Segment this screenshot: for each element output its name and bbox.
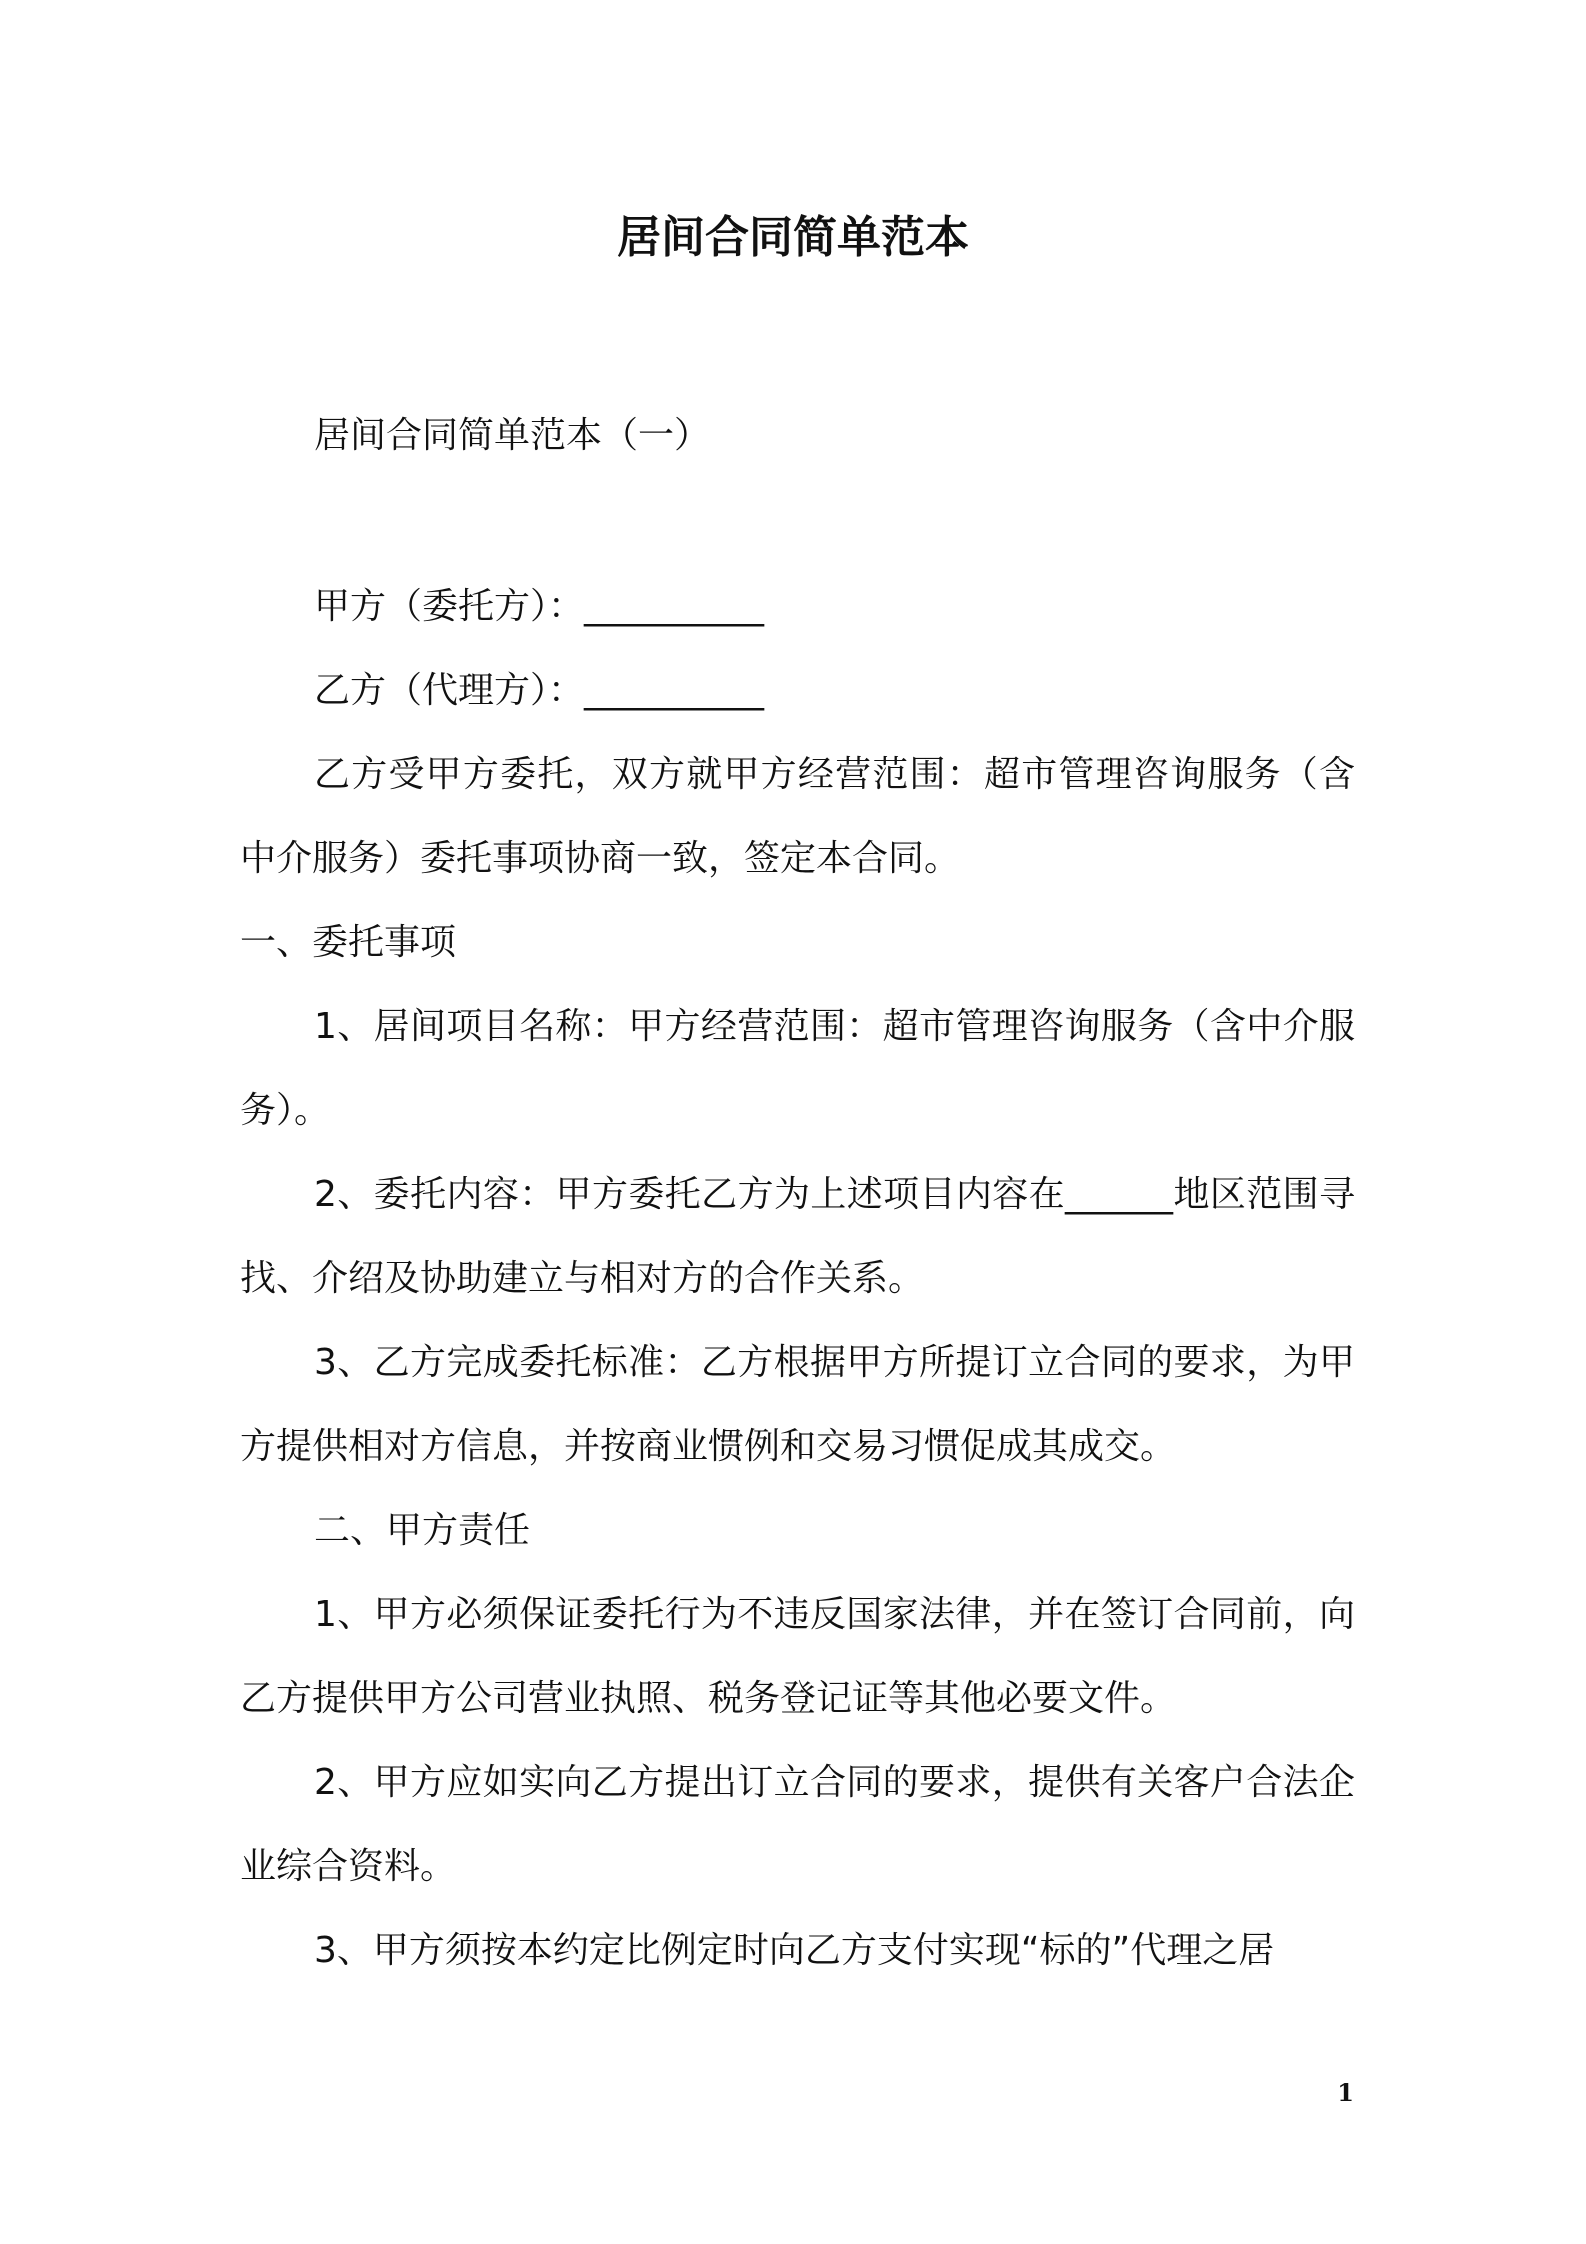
party-b-line: 乙方（代理方）：__________ (314, 670, 765, 711)
section-heading-1: 一、委托事项 (240, 922, 457, 963)
document-title: 居间合同简单范本 (617, 212, 969, 263)
section-heading-2: 二、甲方责任 (314, 1510, 531, 1551)
clause-1-3: 3、乙方完成委托标准：乙方根据甲方所提订立合同的要求，为甲方提供相对方信息，并按商业惯例和交易习惯促成其成交。 (240, 1342, 1355, 1467)
clause-2-3: 3、甲方须按本约定比例定时向乙方支付实现“标的”代理之居 (314, 1930, 1275, 1971)
subtitle-paragraph: 居间合同简单范本（一） (314, 415, 711, 456)
clause-1-1: 1、居间项目名称：甲方经营范围：超市管理咨询服务（含中介服务）。 (240, 1006, 1355, 1131)
clause-2-2: 2、甲方应如实向乙方提出订立合同的要求，提供有关客户合法企业综合资料。 (240, 1762, 1355, 1887)
intro-paragraph: 乙方受甲方委托，双方就甲方经营范围：超市管理咨询服务（含中介服务）委托事项协商一致，签定本合同。 (240, 754, 1355, 879)
clause-1-2: 2、委托内容：甲方委托乙方为上述项目内容在______地区范围寻找、介绍及协助建立与相对方的合作关系。 (240, 1174, 1355, 1299)
clause-2-1: 1、甲方必须保证委托行为不违反国家法律，并在签订合同前，向乙方提供甲方公司营业执照、税务登记证等其他必要文件。 (240, 1594, 1355, 1719)
page-number: 1 (1337, 2078, 1354, 2107)
party-a-line: 甲方（委托方）：__________ (314, 586, 765, 627)
